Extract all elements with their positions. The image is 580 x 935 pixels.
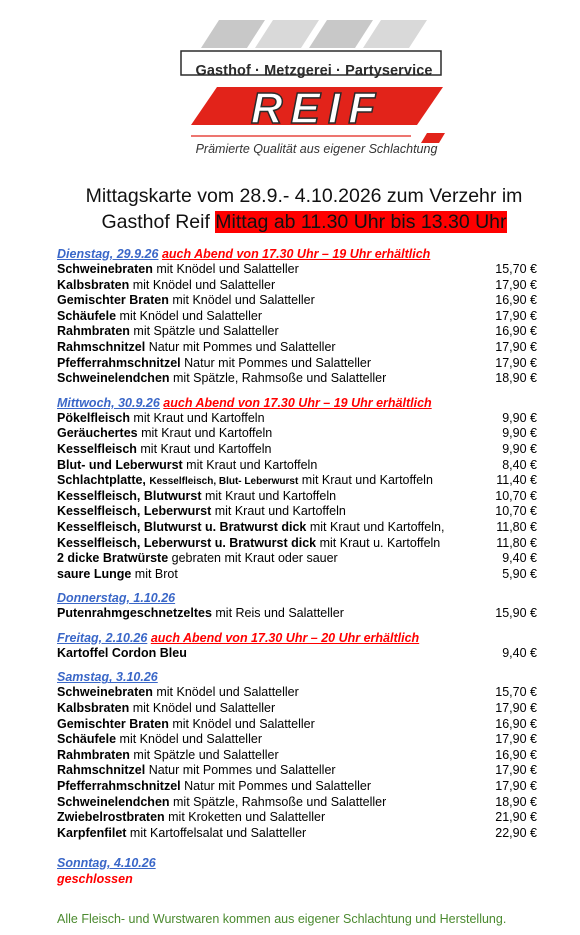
dish-name: Kesselfleisch, Leberwurst u. Bratwurst dick xyxy=(57,535,317,550)
dish-price: 15,90 € xyxy=(495,606,537,621)
dish-price: 10,70 € xyxy=(495,504,537,519)
menu-item xyxy=(57,458,537,474)
dish xyxy=(57,293,315,309)
dish-price: 16,90 € xyxy=(495,324,537,339)
dish-price: 17,90 € xyxy=(495,339,537,354)
dish-price: 11,40 € xyxy=(496,473,537,488)
menu-item xyxy=(57,411,537,427)
dish-name: 2 dicke Bratwürste xyxy=(57,551,169,566)
menu-item xyxy=(57,536,537,552)
title-venue: Gasthof Reif xyxy=(101,211,216,233)
dish xyxy=(57,504,346,520)
menu-item xyxy=(57,520,537,536)
dish xyxy=(57,567,178,583)
day-name: Samstag, 3.10.26 xyxy=(57,670,158,685)
menu-item xyxy=(57,748,537,764)
dish xyxy=(57,810,325,826)
dish xyxy=(57,826,306,842)
day-header xyxy=(57,630,537,646)
day-section xyxy=(57,630,537,662)
dish-description: mit Kraut und Kartoffeln xyxy=(182,457,318,472)
title-line-2 xyxy=(40,209,568,235)
dish xyxy=(57,520,444,536)
dish xyxy=(57,278,275,294)
dish xyxy=(57,411,265,427)
title-line-1: Mittagskarte vom 28.9.- 4.10.2026 zum Verzehr im xyxy=(85,185,523,207)
dish-price: 10,70 € xyxy=(495,488,537,503)
dish xyxy=(57,606,344,622)
dish-price: 16,90 € xyxy=(495,293,537,308)
menu-item xyxy=(57,717,537,733)
day-name: Dienstag, 29.9.26 xyxy=(57,247,159,261)
menu-item xyxy=(57,551,537,567)
dish-name: Kartoffel Cordon Bleu xyxy=(57,645,187,660)
dish-price: 8,40 € xyxy=(502,457,537,472)
closed-label: geschlossen xyxy=(57,872,133,887)
day-evening-note: auch Abend von 17.30 Uhr – 19 Uhr erhältlich xyxy=(161,247,431,261)
day-evening-note: auch Abend von 17.30 Uhr – 20 Uhr erhältlich xyxy=(150,630,420,645)
dish-price: 11,80 € xyxy=(496,535,537,550)
menu-item xyxy=(57,567,537,583)
dish-price: 18,90 € xyxy=(495,794,537,809)
dish-price: 5,90 € xyxy=(502,566,537,581)
dish-description: mit Knödel und Salatteller xyxy=(168,293,315,308)
dish-name: Rahmbraten xyxy=(57,747,130,762)
day-section xyxy=(57,395,537,583)
dish xyxy=(57,356,371,372)
dish-description: mit Kraut u. Kartoffeln xyxy=(316,535,441,550)
day-header xyxy=(57,855,537,871)
menu-item xyxy=(57,340,537,356)
dish-price: 9,90 € xyxy=(502,441,537,456)
menu-item xyxy=(57,504,537,520)
dish-description: Natur mit Pommes und Salatteller xyxy=(180,355,372,370)
dish xyxy=(57,458,317,474)
dish-name: Schweinebraten xyxy=(57,685,153,700)
dish-description: mit Knödel und Salatteller xyxy=(152,262,299,276)
dish-name: Putenrahmgeschnetzeltes xyxy=(57,606,212,621)
dish-description: mit Knödel und Salatteller xyxy=(129,277,276,292)
dish-description: mit Kartoffelsalat und Salatteller xyxy=(126,825,307,840)
dish-description: mit Knödel und Salatteller xyxy=(168,716,315,731)
dish-price: 11,80 € xyxy=(496,519,537,534)
dish-description: mit Knödel und Salatteller xyxy=(152,685,299,700)
dish xyxy=(57,717,315,733)
menu-item xyxy=(57,278,537,294)
dish xyxy=(57,340,336,356)
dish-description: mit Kraut und Kartoffeln xyxy=(129,410,265,425)
day-section-sunday xyxy=(57,855,537,887)
menu-item xyxy=(57,606,537,622)
dish xyxy=(57,309,262,325)
dish-name: Rahmschnitzel xyxy=(57,339,146,354)
dish-description: mit Reis und Salatteller xyxy=(211,606,344,621)
day-name: Donnerstag, 1.10.26 xyxy=(57,591,176,606)
dish-price: 9,90 € xyxy=(502,426,537,441)
dish-name: Kesselfleisch, Leberwurst xyxy=(57,504,212,519)
dish-name: Schäufele xyxy=(57,732,117,747)
day-header xyxy=(57,590,537,606)
dish xyxy=(57,763,336,779)
menu-item xyxy=(57,262,537,278)
dish xyxy=(57,536,440,552)
day-name: Sonntag, 4.10.26 xyxy=(57,856,156,871)
menu-item xyxy=(57,826,537,842)
dish-description: mit Spätzle und Salatteller xyxy=(129,324,279,339)
day-header xyxy=(57,669,537,685)
dish-name: Kalbsbraten xyxy=(57,277,130,292)
dish-name: Schäufele xyxy=(57,308,117,323)
day-header xyxy=(57,246,537,262)
dish-price: 22,90 € xyxy=(495,825,537,840)
menu-item xyxy=(57,324,537,340)
dish-name: Schweinelendchen xyxy=(57,794,170,809)
dish-price: 17,90 € xyxy=(495,732,537,747)
dish xyxy=(57,371,386,387)
dish-description: Natur mit Pommes und Salatteller xyxy=(145,763,336,778)
dish xyxy=(57,732,262,748)
dish-description: mit Knödel und Salatteller xyxy=(116,732,262,747)
dish-price: 17,90 € xyxy=(495,308,537,323)
dish-price: 17,90 € xyxy=(495,763,537,778)
menu-item xyxy=(57,426,537,442)
menu-item xyxy=(57,763,537,779)
dish xyxy=(57,442,272,458)
menu-item xyxy=(57,810,537,826)
menu-list xyxy=(57,246,537,895)
dish xyxy=(57,426,272,442)
dish-name: Rahmschnitzel xyxy=(57,763,146,778)
menu-title xyxy=(40,183,568,235)
dish-description: mit Spätzle und Salatteller xyxy=(129,747,279,762)
menu-item xyxy=(57,779,537,795)
logo-brand-text: REIF xyxy=(250,84,384,133)
dish-price: 17,90 € xyxy=(495,277,537,292)
dish-name: Kesselfleisch, Blutwurst u. Bratwurst dick xyxy=(57,519,307,534)
menu-item xyxy=(57,442,537,458)
dish-description: mit Knödel und Salatteller xyxy=(129,701,276,716)
dish-name: Zwiebelrostbraten xyxy=(57,810,165,825)
dish-name: saure Lunge xyxy=(57,566,132,581)
dish-description: mit Kraut und Kartoffeln xyxy=(298,473,433,488)
dish-price: 9,40 € xyxy=(502,551,537,566)
day-name: Freitag, 2.10.26 xyxy=(57,630,148,645)
dish-description: gebraten mit Kraut oder sauer xyxy=(168,551,338,566)
menu-item xyxy=(57,795,537,811)
dish xyxy=(57,324,279,340)
dish-description: mit Kraut und Kartoffeln, xyxy=(306,519,445,534)
dish-name: Kesselfleisch xyxy=(57,441,137,456)
dish-name: Geräuchertes xyxy=(57,426,138,441)
logo xyxy=(177,15,445,165)
dish-description: Natur mit Pommes und Salatteller xyxy=(145,339,336,354)
dish-price: 18,90 € xyxy=(495,371,537,386)
dish-price: 16,90 € xyxy=(495,747,537,762)
dish-name: Kalbsbraten xyxy=(57,701,130,716)
menu-item xyxy=(57,371,537,387)
dish-price: 17,90 € xyxy=(495,701,537,716)
dish xyxy=(57,701,275,717)
day-evening-note: auch Abend von 17.30 Uhr – 19 Uhr erhältlich xyxy=(163,395,432,410)
day-section xyxy=(57,246,537,387)
dish-description: mit Kroketten und Salatteller xyxy=(164,810,326,825)
dish-description: mit Kraut und Kartoffeln xyxy=(137,426,273,441)
dish-price: 21,90 € xyxy=(495,810,537,825)
dish-description: mit Brot xyxy=(131,566,178,581)
day-name: Mittwoch, 30.9.26 xyxy=(57,395,160,410)
dish-name: Pfefferrahmschnitzel xyxy=(57,355,181,370)
menu-item xyxy=(57,685,537,701)
dish-name: Schweinebraten xyxy=(57,262,153,276)
menu-item xyxy=(57,356,537,372)
dish xyxy=(57,473,433,489)
menu-item xyxy=(57,293,537,309)
dish-name: Schlachtplatte, xyxy=(57,473,150,488)
logo-slogan: Prämierte Qualität aus eigener Schlachtung xyxy=(195,142,438,156)
day-header xyxy=(57,395,537,411)
menu-item xyxy=(57,489,537,505)
dish xyxy=(57,748,279,764)
dish-name: Rahmbraten xyxy=(57,324,130,339)
dish xyxy=(57,795,386,811)
dish-name: Gemischter Braten xyxy=(57,293,169,308)
menu-item xyxy=(57,309,537,325)
dish-name: Pfefferrahmschnitzel xyxy=(57,779,181,794)
dish xyxy=(57,685,299,701)
footer-note: Alle Fleisch- und Wurstwaren kommen aus eigener Schlachtung und Herstellung. xyxy=(57,912,507,926)
dish-price: 17,90 € xyxy=(495,355,537,370)
dish xyxy=(57,779,371,795)
menu-item xyxy=(57,732,537,748)
dish-description: mit Spätzle, Rahmsoße und Salatteller xyxy=(169,371,387,386)
dish-price: 15,70 € xyxy=(495,262,537,276)
day-section xyxy=(57,669,537,841)
menu-item xyxy=(57,646,537,662)
dish-description: mit Kraut und Kartoffeln xyxy=(201,488,337,503)
dish xyxy=(57,646,187,662)
dish-description: mit Kraut und Kartoffeln xyxy=(211,504,346,519)
dish-name: Blut- und Leberwurst xyxy=(57,457,183,472)
day-section xyxy=(57,590,537,622)
dish xyxy=(57,262,299,278)
dish-description: mit Knödel und Salatteller xyxy=(116,308,262,323)
title-time-highlight: Mittag ab 11.30 Uhr bis 13.30 Uhr xyxy=(215,211,507,233)
dish-name: Karpfenfilet xyxy=(57,825,127,840)
menu-item xyxy=(57,701,537,717)
dish-price: 9,90 € xyxy=(502,410,537,425)
dish-name: Pökelfleisch xyxy=(57,410,130,425)
logo-tagline: Gasthof · Metzgerei · Partyservice xyxy=(195,63,433,79)
dish-price: 15,70 € xyxy=(495,685,537,700)
dish-price: 17,90 € xyxy=(495,779,537,794)
dish-description: mit Spätzle, Rahmsoße und Salatteller xyxy=(169,794,387,809)
dish-name: Schweinelendchen xyxy=(57,371,170,386)
dish xyxy=(57,489,336,505)
dish-name: Kesselfleisch, Blutwurst xyxy=(57,488,202,503)
dish-description: mit Kraut und Kartoffeln xyxy=(136,441,272,456)
dish-description: Natur mit Pommes und Salatteller xyxy=(180,779,372,794)
dish-name: Gemischter Braten xyxy=(57,716,169,731)
dish-components: Kesselfleisch, Blut- Leberwurst xyxy=(149,476,299,488)
menu-item xyxy=(57,473,537,489)
dish xyxy=(57,551,338,567)
dish-price: 9,40 € xyxy=(502,645,537,660)
dish-price: 16,90 € xyxy=(495,716,537,731)
